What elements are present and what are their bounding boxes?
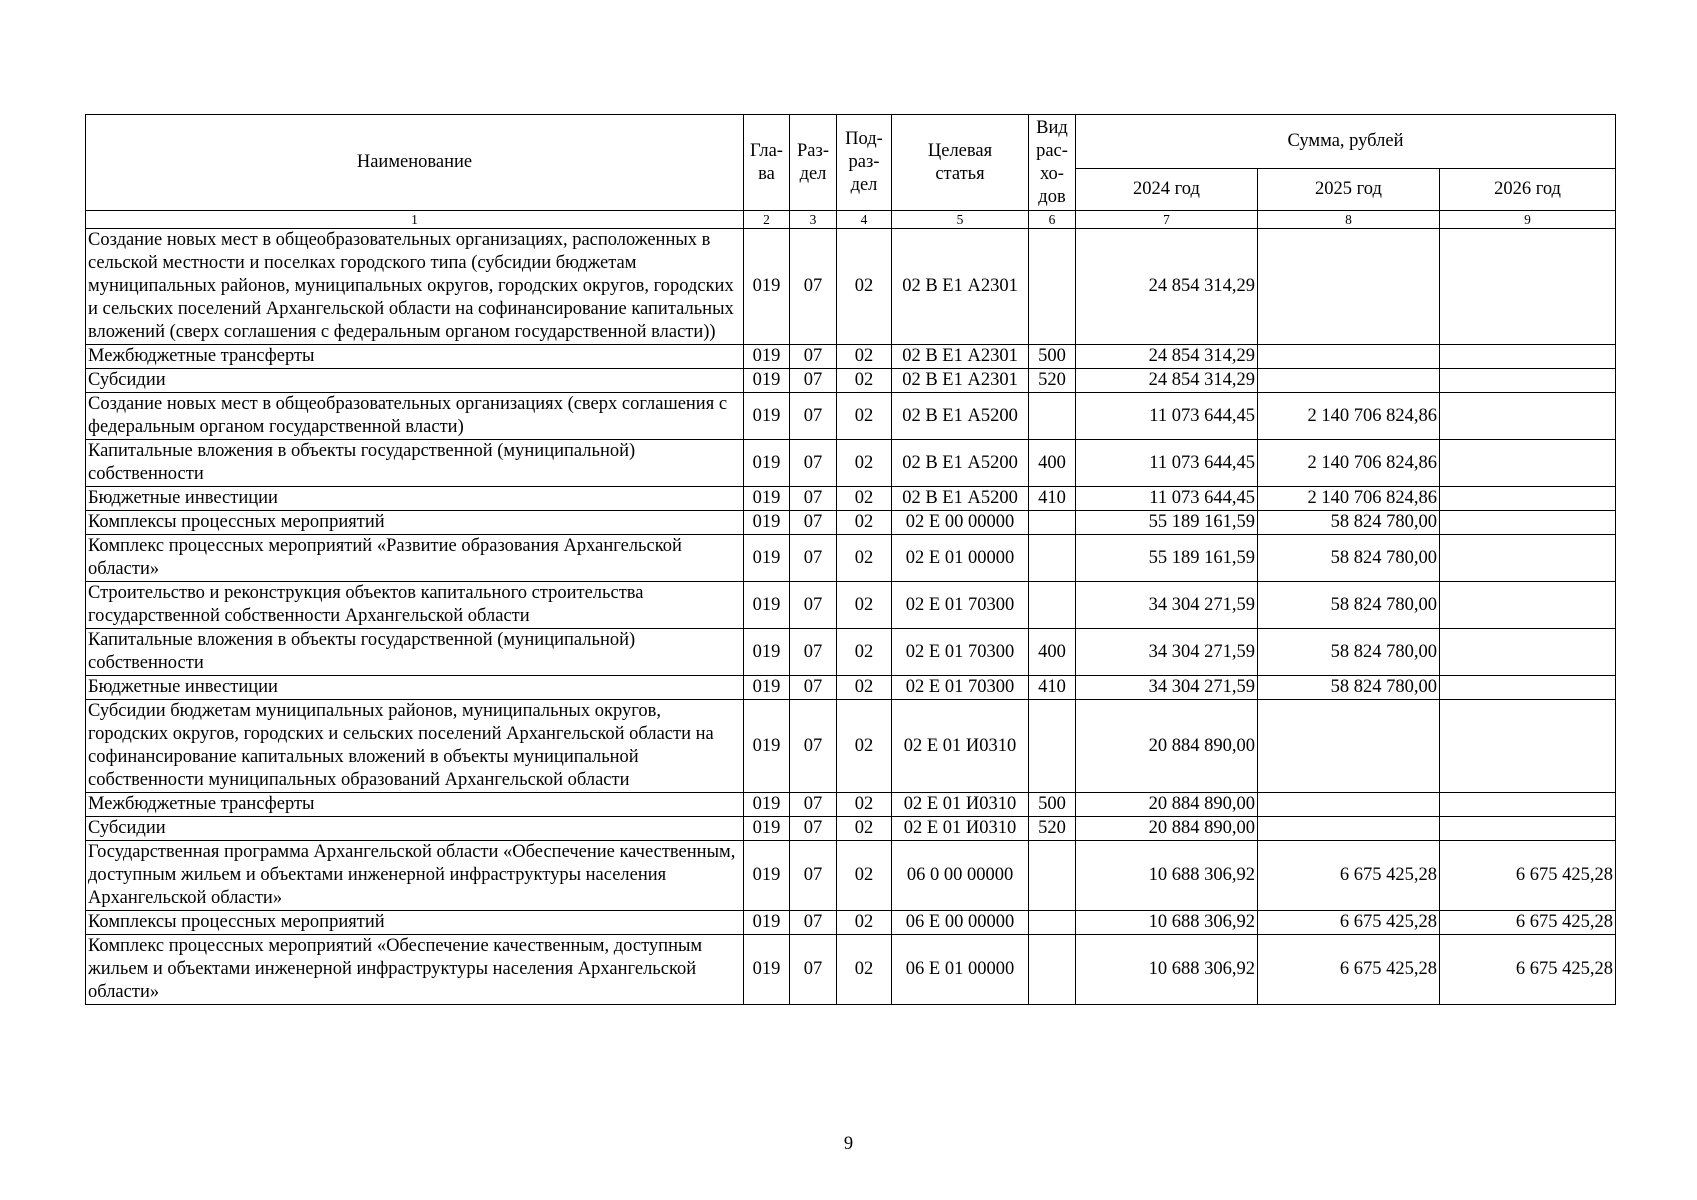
cell-razdel: 07 [790,229,837,345]
cell-razdel: 07 [790,582,837,629]
cell-celevaya: 02 В Е1 А2301 [892,369,1029,393]
header-vid-text: Вид рас- хо- дов [1036,117,1068,207]
cell-celevaya: 02 Е 01 И0310 [892,817,1029,841]
cell-razdel: 07 [790,369,837,393]
cell-2026 [1440,511,1616,535]
header-summa: Сумма, рублей [1076,115,1616,169]
cell-glava: 019 [744,345,790,369]
cell-name: Государственная программа Архангельской области «Обеспечение качественным, доступным жильем и объектами инженерной инфраструктуры населения Архангельской области» [86,841,744,911]
cell-glava: 019 [744,440,790,487]
cell-podrazdel: 02 [837,841,892,911]
cell-2026 [1440,629,1616,676]
cell-celevaya: 02 В Е1 А2301 [892,229,1029,345]
col-number: 5 [892,211,1029,229]
cell-podrazdel: 02 [837,440,892,487]
cell-name: Межбюджетные трансферты [86,793,744,817]
cell-2026 [1440,487,1616,511]
table-row [86,676,1616,700]
cell-name: Комплексы процессных мероприятий [86,511,744,535]
cell-podrazdel: 02 [837,935,892,1005]
cell-2026: 6 675 425,28 [1440,935,1616,1005]
cell-2026 [1440,345,1616,369]
cell-podrazdel: 02 [837,511,892,535]
cell-2026 [1440,369,1616,393]
header-year-2026: 2026 год [1440,169,1616,211]
cell-name: Строительство и реконструкция объектов капитального строительства государственной собственности Архангельской области [86,582,744,629]
header-glava [744,115,790,211]
col-number: 6 [1029,211,1076,229]
cell-vid [1029,935,1076,1005]
cell-2025: 6 675 425,28 [1258,911,1440,935]
cell-celevaya: 02 Е 01 00000 [892,535,1029,582]
cell-podrazdel: 02 [837,345,892,369]
cell-podrazdel: 02 [837,700,892,793]
cell-podrazdel: 02 [837,229,892,345]
table-row [86,793,1616,817]
col-number: 9 [1440,211,1616,229]
cell-name: Капитальные вложения в объекты государственной (муниципальной) собственности [86,629,744,676]
cell-2026 [1440,229,1616,345]
cell-2025: 2 140 706 824,86 [1258,487,1440,511]
header-razdel-text: Раз- дел [797,140,829,184]
cell-2025: 58 824 780,00 [1258,629,1440,676]
header-podrazdel-text: Под- раз- дел [845,129,883,195]
cell-celevaya: 02 В Е1 А5200 [892,393,1029,440]
cell-razdel: 07 [790,700,837,793]
budget-table [85,114,1616,1005]
cell-podrazdel: 02 [837,911,892,935]
cell-2025: 6 675 425,28 [1258,935,1440,1005]
cell-celevaya: 02 В Е1 А2301 [892,345,1029,369]
cell-2026 [1440,817,1616,841]
cell-podrazdel: 02 [837,817,892,841]
cell-2024: 55 189 161,59 [1076,535,1258,582]
cell-2025: 6 675 425,28 [1258,841,1440,911]
cell-vid: 500 [1029,793,1076,817]
cell-2026 [1440,440,1616,487]
cell-podrazdel: 02 [837,393,892,440]
cell-2025 [1258,369,1440,393]
cell-razdel: 07 [790,487,837,511]
cell-razdel: 07 [790,535,837,582]
header-name: Наименование [86,115,744,211]
header-podrazdel [837,115,892,211]
cell-2025: 58 824 780,00 [1258,676,1440,700]
cell-vid [1029,911,1076,935]
cell-razdel: 07 [790,817,837,841]
cell-razdel: 07 [790,393,837,440]
table-row [86,229,1616,345]
table-row [86,440,1616,487]
cell-glava: 019 [744,393,790,440]
column-number-row [86,211,1616,229]
cell-name: Создание новых мест в общеобразовательных организациях (сверх соглашения с федеральным органом государственной власти) [86,393,744,440]
table-row [86,511,1616,535]
cell-celevaya: 02 Е 01 70300 [892,629,1029,676]
header-year-2024: 2024 год [1076,169,1258,211]
cell-2026 [1440,535,1616,582]
cell-celevaya: 02 Е 01 И0310 [892,793,1029,817]
table-body [86,229,1616,1005]
cell-celevaya: 02 Е 01 70300 [892,676,1029,700]
cell-name: Комплекс процессных мероприятий «Развитие образования Архангельской области» [86,535,744,582]
cell-2025 [1258,817,1440,841]
cell-razdel: 07 [790,511,837,535]
cell-vid: 400 [1029,440,1076,487]
cell-2025: 58 824 780,00 [1258,582,1440,629]
cell-name: Комплекс процессных мероприятий «Обеспечение качественным, доступным жильем и объектами инженерной инфраструктуры населения Архангельской области» [86,935,744,1005]
cell-vid [1029,841,1076,911]
cell-2024: 20 884 890,00 [1076,700,1258,793]
cell-razdel: 07 [790,793,837,817]
table-row [86,582,1616,629]
cell-name: Межбюджетные трансферты [86,345,744,369]
cell-name: Капитальные вложения в объекты государственной (муниципальной) собственности [86,440,744,487]
table-row [86,911,1616,935]
cell-celevaya: 02 Е 01 И0310 [892,700,1029,793]
header-vid [1029,115,1076,211]
cell-podrazdel: 02 [837,793,892,817]
cell-name: Комплексы процессных мероприятий [86,911,744,935]
header-celevaya [892,115,1029,211]
header-celevaya-text: Целевая статья [927,140,993,184]
cell-vid [1029,511,1076,535]
cell-2025 [1258,793,1440,817]
cell-glava: 019 [744,700,790,793]
cell-celevaya: 02 В Е1 А5200 [892,440,1029,487]
header-razdel [790,115,837,211]
cell-name: Создание новых мест в общеобразовательных организациях, расположенных в сельской местности и поселках городского типа (субсидии бюджетам муниципальных районов, муниципальных округов, городских округов, городских и сельских поселений Архангельской области на софинансирование капитальных вложений (сверх соглашения с федеральным органом государственной власти)) [86,229,744,345]
cell-glava: 019 [744,487,790,511]
cell-2024: 34 304 271,59 [1076,676,1258,700]
cell-celevaya: 02 Е 00 00000 [892,511,1029,535]
cell-2025: 58 824 780,00 [1258,511,1440,535]
cell-glava: 019 [744,369,790,393]
cell-2024: 55 189 161,59 [1076,511,1258,535]
cell-2024: 11 073 644,45 [1076,393,1258,440]
cell-glava: 019 [744,676,790,700]
cell-podrazdel: 02 [837,676,892,700]
col-number: 1 [86,211,744,229]
cell-vid: 500 [1029,345,1076,369]
col-number: 7 [1076,211,1258,229]
cell-2025 [1258,345,1440,369]
cell-podrazdel: 02 [837,629,892,676]
cell-2025 [1258,229,1440,345]
cell-vid [1029,582,1076,629]
cell-2024: 10 688 306,92 [1076,935,1258,1005]
cell-glava: 019 [744,817,790,841]
cell-podrazdel: 02 [837,535,892,582]
cell-2024: 11 073 644,45 [1076,440,1258,487]
table-row [86,841,1616,911]
cell-2024: 10 688 306,92 [1076,841,1258,911]
cell-2026 [1440,393,1616,440]
cell-glava: 019 [744,793,790,817]
cell-2026: 6 675 425,28 [1440,841,1616,911]
cell-2024: 24 854 314,29 [1076,345,1258,369]
cell-name: Субсидии [86,369,744,393]
cell-glava: 019 [744,911,790,935]
table-row [86,535,1616,582]
table-row [86,345,1616,369]
cell-glava: 019 [744,229,790,345]
cell-2026 [1440,793,1616,817]
cell-vid [1029,700,1076,793]
col-number: 3 [790,211,837,229]
cell-2026 [1440,676,1616,700]
cell-2024: 20 884 890,00 [1076,793,1258,817]
col-number: 8 [1258,211,1440,229]
cell-name: Субсидии бюджетам муниципальных районов, муниципальных округов, городских округов, городских и сельских поселений Архангельской области на софинансирование капитальных вложений в объекты муниципальной собственности муниципальных образований Архангельской области [86,700,744,793]
cell-2024: 34 304 271,59 [1076,629,1258,676]
cell-celevaya: 06 0 00 00000 [892,841,1029,911]
cell-celevaya: 06 Е 00 00000 [892,911,1029,935]
cell-glava: 019 [744,511,790,535]
cell-razdel: 07 [790,935,837,1005]
cell-2026: 6 675 425,28 [1440,911,1616,935]
cell-vid: 400 [1029,629,1076,676]
header-glava-text: Гла- ва [750,140,783,184]
page-number: 9 [843,1134,854,1154]
cell-razdel: 07 [790,629,837,676]
cell-2025: 58 824 780,00 [1258,535,1440,582]
cell-2024: 11 073 644,45 [1076,487,1258,511]
cell-2026 [1440,582,1616,629]
cell-vid: 520 [1029,817,1076,841]
cell-name: Бюджетные инвестиции [86,676,744,700]
cell-vid [1029,393,1076,440]
cell-glava: 019 [744,935,790,1005]
cell-razdel: 07 [790,440,837,487]
cell-celevaya: 06 Е 01 00000 [892,935,1029,1005]
cell-name: Субсидии [86,817,744,841]
table-row [86,393,1616,440]
cell-vid: 410 [1029,487,1076,511]
cell-glava: 019 [744,841,790,911]
cell-name: Бюджетные инвестиции [86,487,744,511]
cell-2025: 2 140 706 824,86 [1258,440,1440,487]
cell-glava: 019 [744,629,790,676]
cell-2025: 2 140 706 824,86 [1258,393,1440,440]
col-number: 2 [744,211,790,229]
cell-vid: 520 [1029,369,1076,393]
table-row [86,935,1616,1005]
table-row [86,700,1616,793]
table-row [86,629,1616,676]
cell-glava: 019 [744,535,790,582]
table-row [86,369,1616,393]
cell-razdel: 07 [790,345,837,369]
cell-2026 [1440,700,1616,793]
cell-celevaya: 02 В Е1 А5200 [892,487,1029,511]
col-number: 4 [837,211,892,229]
header-year-2025: 2025 год [1258,169,1440,211]
cell-razdel: 07 [790,911,837,935]
cell-2024: 24 854 314,29 [1076,229,1258,345]
cell-vid [1029,535,1076,582]
table-row [86,817,1616,841]
cell-2025 [1258,700,1440,793]
cell-celevaya: 02 Е 01 70300 [892,582,1029,629]
cell-2024: 10 688 306,92 [1076,911,1258,935]
cell-2024: 24 854 314,29 [1076,369,1258,393]
cell-vid [1029,229,1076,345]
cell-vid: 410 [1029,676,1076,700]
cell-podrazdel: 02 [837,369,892,393]
cell-2024: 20 884 890,00 [1076,817,1258,841]
cell-podrazdel: 02 [837,487,892,511]
cell-razdel: 07 [790,676,837,700]
cell-razdel: 07 [790,841,837,911]
table-row [86,487,1616,511]
cell-2024: 34 304 271,59 [1076,582,1258,629]
cell-glava: 019 [744,582,790,629]
cell-podrazdel: 02 [837,582,892,629]
